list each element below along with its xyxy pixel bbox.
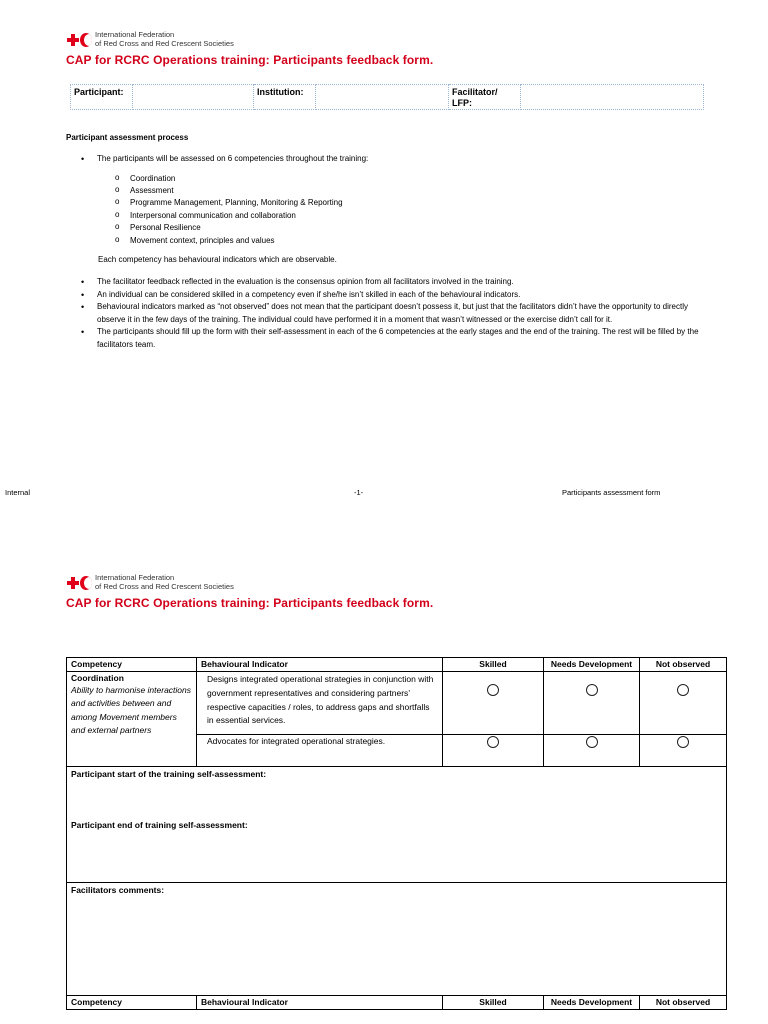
indicator-cell: Advocates for integrated operational strategies. xyxy=(197,735,443,767)
start-self-assessment-label: Participant start of the training self-assessment: xyxy=(71,769,267,779)
red-cross-crescent-emblem xyxy=(66,33,90,47)
competency-description: Ability to harmonise interactions and activities between and among Movement members and external partners xyxy=(71,685,192,736)
page-title: CAP for RCRC Operations training: Participants feedback form. xyxy=(66,53,434,67)
needs-development-cell xyxy=(544,735,640,767)
needs-development-cell xyxy=(544,672,640,735)
ifrc-logo xyxy=(66,574,234,591)
footer-right: Participants assessment form xyxy=(562,488,661,497)
competency-table xyxy=(66,657,727,1010)
header-indicator: Behavioural Indicator xyxy=(197,996,443,1010)
not-observed-radio[interactable] xyxy=(677,736,689,748)
not-observed-cell xyxy=(640,672,727,735)
header-skilled: Skilled xyxy=(443,658,544,672)
page-number: -1- xyxy=(354,488,364,497)
ifrc-logo xyxy=(66,31,234,48)
table-header-row xyxy=(67,658,727,672)
logo-line-1: International Federation xyxy=(95,30,175,39)
info-bullet: • The facilitator feedback reflected in the evaluation is the consensus opinion from all facilitators involved in the training. xyxy=(66,276,706,289)
page-title: CAP for RCRC Operations training: Participants feedback form. xyxy=(66,596,434,610)
competency-item: o Assessment xyxy=(66,185,706,197)
not-observed-cell xyxy=(640,735,727,767)
header-competency: Competency xyxy=(67,658,197,672)
participant-info-table xyxy=(70,84,704,110)
participant-label: Participant: xyxy=(71,85,133,110)
intro-bullet: • The participants will be assessed on 6 competencies throughout the training: xyxy=(66,153,706,166)
header-skilled: Skilled xyxy=(443,996,544,1010)
self-assessment-cell[interactable] xyxy=(67,767,727,883)
competency-cell xyxy=(67,672,197,767)
needs-development-radio[interactable] xyxy=(586,684,598,696)
facilitator-label: Facilitator/ LFP: xyxy=(449,85,521,110)
facilitators-comments-row xyxy=(67,883,727,996)
assessment-content xyxy=(66,153,706,351)
logo-line-1: International Federation xyxy=(95,573,175,582)
competency-name: Coordination xyxy=(71,673,124,683)
info-bullet: • Behavioural indicators marked as “not observed” does not mean that the participant doesn’t possess it, but just that the facilitators didn’t have the opportunity to directly observe it in the few days of the training. The individual could have performed it in a moment that wasn’t witnessed or the exercise didn’t call for it. xyxy=(66,301,706,326)
self-assessment-row xyxy=(67,767,727,883)
skilled-cell xyxy=(443,672,544,735)
footer-left: Internal xyxy=(5,488,31,497)
red-cross-crescent-emblem xyxy=(66,576,90,590)
skilled-radio[interactable] xyxy=(487,684,499,696)
indicator-note: Each competency has behavioural indicators which are observable. xyxy=(98,254,337,264)
header-not-observed: Not observed xyxy=(640,996,727,1010)
skilled-radio[interactable] xyxy=(487,736,499,748)
institution-field[interactable] xyxy=(316,85,449,110)
header-not-observed: Not observed xyxy=(640,658,727,672)
competency-item: o Interpersonal communication and collaboration xyxy=(66,210,706,222)
header-indicator: Behavioural Indicator xyxy=(197,658,443,672)
competency-item: o Personal Resilience xyxy=(66,222,706,234)
skilled-cell xyxy=(443,735,544,767)
info-bullet: • An individual can be considered skilled in a competency even if she/he isn’t skilled in each of the behavioural indicators. xyxy=(66,289,706,302)
not-observed-radio[interactable] xyxy=(677,684,689,696)
needs-development-radio[interactable] xyxy=(586,736,598,748)
table-header-row xyxy=(67,996,727,1010)
end-self-assessment-label: Participant end of training self-assessment: xyxy=(71,820,248,830)
facilitators-comments-label: Facilitators comments: xyxy=(71,885,165,895)
info-bullet: • The participants should fill up the form with their self-assessment in each of the 6 competencies at the early stages and the end of the training. The rest will be filled by the facilitators team. xyxy=(66,326,706,351)
indicator-cell: Designs integrated operational strategies in conjunction with government representatives and considering partners’ respective capacities / roles, to address gaps and shortfalls in essential services. xyxy=(197,672,443,735)
competency-item: o Coordination xyxy=(66,173,706,185)
competency-item: o Movement context, principles and values xyxy=(66,235,706,247)
logo-line-2: of Red Cross and Red Crescent Societies xyxy=(95,38,234,48)
header-needs-development: Needs Development xyxy=(544,996,640,1010)
table-row xyxy=(67,672,727,735)
logo-line-2: of Red Cross and Red Crescent Societies xyxy=(95,581,234,591)
section-heading: Participant assessment process xyxy=(66,133,189,142)
participant-field[interactable] xyxy=(133,85,254,110)
competency-item: o Programme Management, Planning, Monitoring & Reporting xyxy=(66,197,706,209)
header-competency: Competency xyxy=(67,996,197,1010)
institution-label: Institution: xyxy=(254,85,316,110)
facilitators-comments-cell[interactable] xyxy=(67,883,727,996)
header-needs-development: Needs Development xyxy=(544,658,640,672)
facilitator-field[interactable] xyxy=(521,85,704,110)
